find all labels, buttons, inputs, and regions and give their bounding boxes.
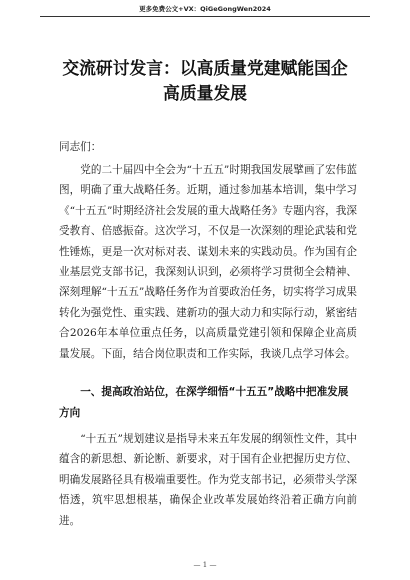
paragraph-intro: 党的二十届四中全会为“十五五”时期我国发展擘画了宏伟蓝图，明确了重大战略任务。近期，通过参加基本培训，集中学习《“十五五”时期经济社会发展的重大战略任务》专题内容，我深受教育、倍感振奋。这次学习，不仅是一次深刻的理论武装和党性锤炼，更是一次对标对表、谋划未来的实践动员。作为国有企业基层党支部书记，我深刻认识到，必须将学习贯彻全会精神、深刻理解“十五五”战略任务作为首要政治任务，切实将学习成果转化为强党性、重实践、建新功的强大动力和实际行动，紧密结合2026年本单位重点任务，以高质量党建引领和保障企业高质量发展。下面，结合岗位职责和工作实际，我谈几点学习体会。: [59, 164, 357, 360]
salutation: 同志们：: [59, 141, 102, 153]
header-text: 更多免费公文+VX：QiGeGongWen2024: [139, 5, 271, 13]
paragraph-section-1: “十五五”规划建议是指导未来五年发展的纲领性文件，其中蕴含的新思想、新论断、新要求，对于国有企业把握历史方位、明确发展路径具有极端重要性。作为党支部书记，必须带头学深悟透，筑牢思想根基，确保企业改革发展始终沿着正确方向前进。: [59, 433, 357, 527]
document-title: 交流研讨发言：以高质量党建赋能国企高质量发展: [62, 58, 348, 103]
section-heading-1: 一、提高政治站位，在深学细悟“十五五”战略中把准发展方向: [59, 386, 349, 419]
header-divider: [40, 16, 370, 17]
document-header: [0, 4, 410, 14]
page-number: — 1 —: [193, 561, 217, 569]
